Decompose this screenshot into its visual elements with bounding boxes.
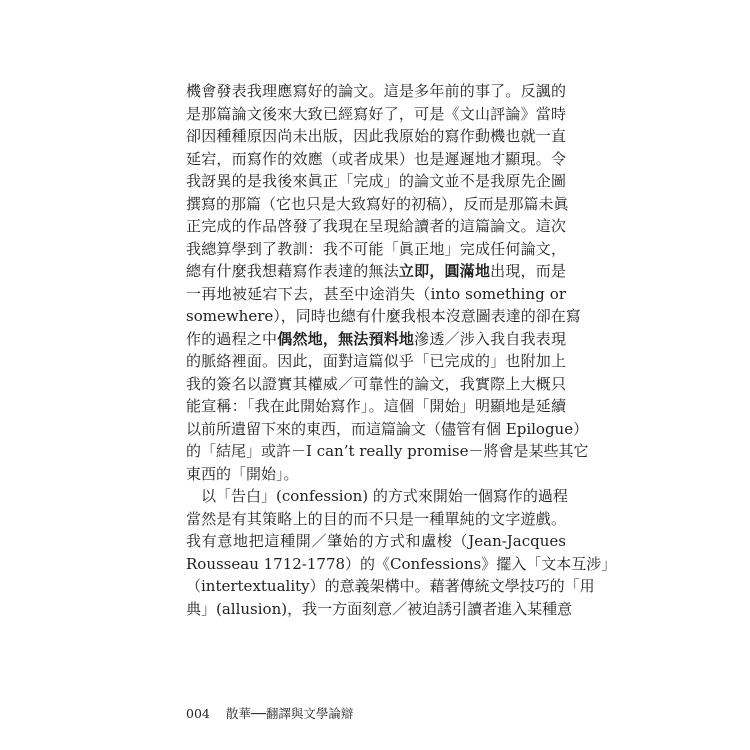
page-number: 004: [186, 706, 210, 721]
text-segment: 總有什麼我想藉寫作表達的無法: [186, 262, 399, 280]
text-line: 的「結尾」或許－I can’t really promise－將會是某些其它: [186, 442, 589, 460]
paragraph-2: [186, 485, 617, 620]
text-line: 一再地被延宕下去，甚至中途消失（into something or: [186, 284, 566, 303]
text-segment: 滲透／涉入我自我表現: [414, 329, 566, 348]
paragraph-1: [186, 80, 589, 485]
text-line: 的脈絡裡面。因此，面對這篇似乎「已完成的」也附加上: [186, 352, 566, 370]
text-line: Rousseau 1712-1778）的《Confessions》擺入「文本互涉」: [186, 554, 617, 573]
text-line: 我有意地把這種開／肇始的方式和盧梭（Jean-Jacques: [186, 532, 566, 550]
body-text: [186, 80, 617, 620]
text-line: （intertextuality）的意義架構中。藉著傳統文學技巧的「用: [186, 577, 595, 595]
text-line: [186, 260, 566, 283]
text-line: 東西的「開始」。: [186, 464, 299, 483]
text-segment: 作的過程之中: [186, 329, 278, 348]
text-line: [186, 328, 566, 351]
running-title: 散華──翻譯與文學論辯: [225, 706, 354, 721]
text-segment: 出現，而是: [490, 262, 566, 280]
text-line: 以前所遺留下來的東西，而這篇論文（儘管有個 Epilogue）: [186, 419, 589, 438]
page-footer: [186, 704, 353, 722]
text-line: 我訝異的是我後來眞正「完成」的論文並不是我原先企圖: [186, 172, 566, 190]
text-line: 是那篇論文後來大致已經寫好了，可是《文山評論》當時: [186, 104, 566, 123]
text-line: 我的簽名以證實其權威／可靠性的論文，我實際上大概只: [186, 374, 566, 393]
text-line: 以「告白」(confession) 的方式來開始一個寫作的過程: [201, 487, 568, 505]
text-line: 典」(allusion)，我一方面刻意／被迫誘引讀者進入某種意: [186, 599, 573, 618]
text-line: 延宕，而寫作的效應（或者成果）也是遲遲地才顯現。令: [186, 149, 566, 168]
text-line: 卻因種種原因尚未出版，因此我原始的寫作動機也就一直: [186, 127, 566, 145]
text-line: somewhere），同時也總有什麼我根本沒意圖表達的卻在寫: [186, 307, 581, 325]
text-line: 當然是有其策略上的目的而不只是一種單純的文字遊戲。: [186, 509, 566, 528]
text-line: 正完成的作品啓發了我現在呈現給讀者的這篇論文。這次: [186, 217, 566, 235]
text-line: 我總算學到了教訓：我不可能「眞正地」完成任何論文，: [186, 239, 566, 258]
bold-emphasis: 立即，圓滿地: [398, 262, 491, 280]
text-line: 能宣稱：「我在此開始寫作」。這個「開始」明顯地是延續: [186, 397, 566, 415]
text-line: 撰寫的那篇（它也只是大致寫好的初稿），反而是那篇未眞: [186, 194, 569, 213]
text-line: 機會發表我理應寫好的論文。這是多年前的事了。反諷的: [186, 82, 566, 100]
bold-emphasis: 偶然地，無法預料地: [277, 329, 415, 348]
